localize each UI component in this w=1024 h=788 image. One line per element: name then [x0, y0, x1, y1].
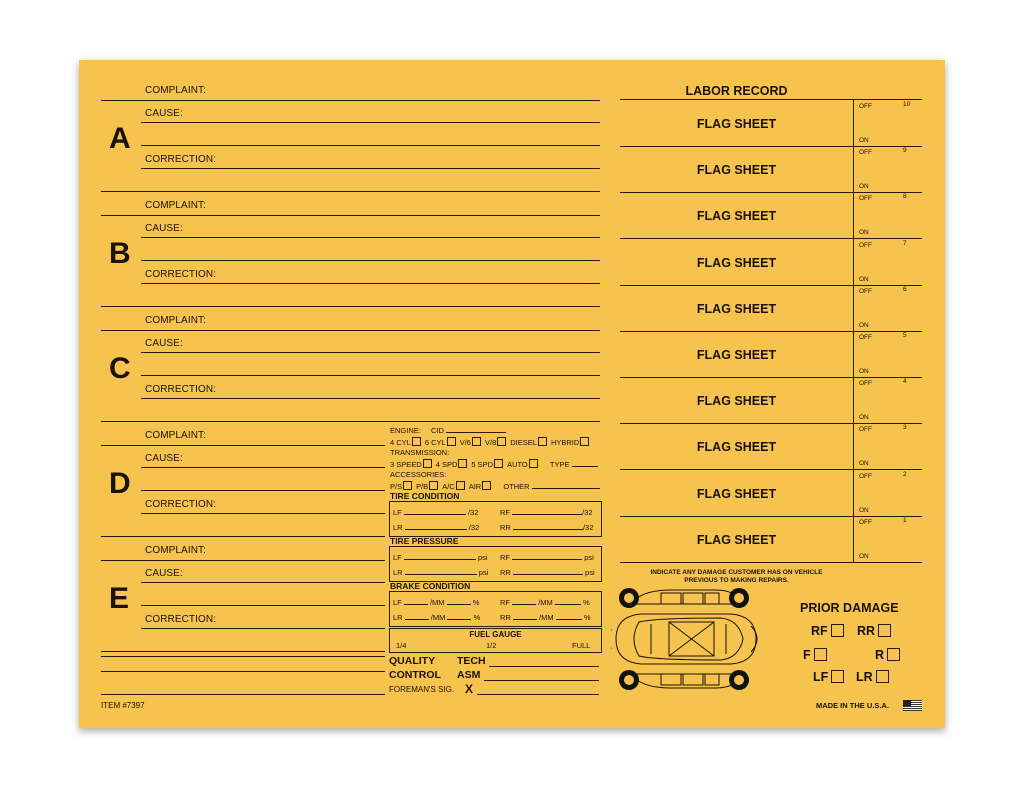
- accessories-label: ACCESSORIES:: [390, 470, 447, 479]
- section-c-line-1[interactable]: [101, 330, 600, 331]
- damage-instruction-2: PREVIOUS TO MAKING REPAIRS.: [684, 577, 789, 584]
- accessory-checkbox[interactable]: [482, 481, 491, 490]
- engine-checkbox[interactable]: [497, 437, 506, 446]
- accessory-checkbox[interactable]: [429, 481, 438, 490]
- flag-sheet-label: FLAG SHEET: [696, 209, 777, 224]
- flag-number: 10: [903, 101, 911, 108]
- section-e-line-3[interactable]: [141, 605, 385, 606]
- section-d-letter: D: [109, 467, 131, 500]
- foreman-signature-line[interactable]: [477, 694, 599, 695]
- on-label: ON: [859, 460, 869, 468]
- accessory-option-label: A/C: [442, 482, 455, 491]
- section-d-cause-label: CAUSE:: [145, 453, 183, 464]
- brake-rf[interactable]: RF /MM %: [500, 598, 590, 607]
- engine-option-label: 4 CYL: [390, 438, 411, 447]
- repair-order-envelope: [79, 60, 945, 728]
- flag-number: 3: [903, 424, 907, 432]
- off-label: OFF: [859, 287, 872, 295]
- section-d-line-1[interactable]: [101, 445, 385, 446]
- labor-record-title: LABOR RECORD: [685, 84, 788, 98]
- transmission-label: TRANSMISSION:: [390, 448, 450, 457]
- section-b-cause-label: CAUSE:: [145, 223, 183, 234]
- tire-pressure-lr[interactable]: LR psi: [393, 568, 489, 577]
- car-diagram-icon[interactable]: [611, 584, 761, 694]
- section-d-complaint-label: COMPLAINT:: [145, 430, 207, 441]
- tire-condition-box: [389, 501, 602, 537]
- flag-sheet-row[interactable]: [620, 285, 907, 331]
- accessory-options: [390, 481, 600, 491]
- engine-checkbox[interactable]: [538, 437, 547, 446]
- section-c-line-5[interactable]: [101, 421, 600, 422]
- engine-checkbox[interactable]: [447, 437, 456, 446]
- accessory-option-label: P/S: [390, 482, 403, 491]
- flag-sheet-row[interactable]: [620, 470, 907, 516]
- section-c-line-2[interactable]: [141, 352, 600, 353]
- brake-condition-box: [389, 591, 602, 627]
- tire-condition-lr[interactable]: LR /32: [393, 523, 480, 532]
- section-e-line-1[interactable]: [101, 560, 385, 561]
- flag-sheet-row[interactable]: [620, 331, 907, 377]
- tire-pressure-title: TIRE PRESSURE: [390, 536, 459, 546]
- engine-option-label: DIESEL: [510, 438, 537, 447]
- flag-sheet-row[interactable]: [620, 239, 907, 285]
- section-e-complaint-label: COMPLAINT:: [145, 545, 207, 556]
- section-e-line-4[interactable]: [141, 628, 385, 629]
- accessory-checkbox[interactable]: [403, 481, 412, 490]
- transmission-option-label: 3 SPEED: [390, 460, 422, 469]
- damage-f[interactable]: F: [803, 648, 827, 662]
- section-b-line-5[interactable]: [101, 306, 600, 307]
- accessory-option[interactable]: [390, 482, 412, 491]
- fuel-quarter: 1/4: [396, 641, 407, 650]
- transmission-checkbox[interactable]: [529, 459, 538, 468]
- fuel-gauge-box[interactable]: [389, 628, 602, 653]
- tire-condition-title: TIRE CONDITION: [390, 491, 460, 501]
- engine-option[interactable]: [425, 438, 456, 447]
- damage-instruction-1: INDICATE ANY DAMAGE CUSTOMER HAS ON VEHICLE: [650, 569, 823, 576]
- brake-lr[interactable]: LR /MM %: [393, 613, 481, 622]
- tech-label: TECH: [457, 655, 486, 667]
- engine-option[interactable]: [460, 438, 481, 447]
- on-label: ON: [859, 414, 869, 422]
- off-label: OFF: [859, 334, 872, 341]
- on-label: ON: [859, 137, 869, 144]
- section-b-line-4[interactable]: [141, 283, 600, 284]
- cid-field[interactable]: [446, 432, 506, 433]
- flag-number: 5: [903, 332, 907, 339]
- off-label: OFF: [859, 241, 872, 249]
- fuel-full: FULL: [572, 641, 591, 650]
- engine-label: ENGINE:: [390, 426, 421, 435]
- flag-sheet-label: FLAG SHEET: [696, 117, 777, 131]
- transmission-options: [390, 459, 598, 469]
- section-c-complaint-label: COMPLAINT:: [145, 315, 207, 326]
- section-a-cause-label: CAUSE:: [145, 108, 183, 119]
- engine-option[interactable]: [551, 438, 589, 447]
- engine-option[interactable]: [485, 438, 506, 447]
- section-b-complaint-label: COMPLAINT:: [145, 200, 207, 211]
- section-c-correction-label: CORRECTION:: [145, 384, 217, 395]
- other-label: OTHER: [503, 482, 530, 491]
- section-b-line-3[interactable]: [141, 260, 600, 261]
- engine-option-label: 6 CYL: [424, 438, 446, 447]
- accessory-option-label: P/B: [416, 482, 429, 491]
- tire-condition-lf[interactable]: LF /32: [393, 508, 479, 517]
- prior-damage-title: PRIOR DAMAGE: [800, 601, 899, 615]
- section-b-letter: B: [109, 237, 131, 270]
- flag-sheet-label: FLAG SHEET: [696, 163, 777, 178]
- asm-label: ASM: [457, 669, 481, 681]
- flag-number: 8: [903, 193, 907, 201]
- section-d-line-2[interactable]: [141, 467, 385, 468]
- transmission-option[interactable]: [436, 460, 468, 469]
- section-e-line-2[interactable]: [141, 582, 385, 583]
- section-b-line-2[interactable]: [141, 237, 600, 238]
- foreman-label: FOREMAN'S SIG.: [389, 685, 455, 694]
- section-a-correction-label: CORRECTION:: [145, 154, 217, 165]
- item-number: ITEM #7397: [101, 701, 145, 710]
- tire-condition-rf[interactable]: RF /32: [500, 508, 593, 517]
- on-label: ON: [859, 183, 869, 191]
- section-e-extra-line-1[interactable]: [101, 656, 385, 657]
- engine-checkbox[interactable]: [412, 437, 421, 446]
- flag-sheet-label: FLAG SHEET: [696, 301, 777, 316]
- section-a-complaint-label: COMPLAINT:: [145, 85, 207, 96]
- on-label: ON: [859, 552, 869, 560]
- flag-sheet-row[interactable]: [620, 377, 907, 423]
- section-c-cause-label: CAUSE:: [145, 338, 183, 349]
- brake-condition-title: BRAKE CONDITION: [390, 581, 471, 591]
- fuel-half: 1/2: [486, 641, 497, 650]
- other-field[interactable]: [532, 488, 600, 489]
- on-label: ON: [859, 275, 869, 283]
- flag-sheet-label: FLAG SHEET: [696, 255, 777, 270]
- off-label: OFF: [859, 518, 872, 526]
- section-a-letter: A: [109, 122, 131, 155]
- flag-sheet-label: FLAG SHEET: [696, 486, 777, 501]
- engine-checkbox[interactable]: [472, 437, 481, 446]
- engine-checkbox[interactable]: [580, 437, 589, 446]
- section-d-line-4[interactable]: [141, 513, 385, 514]
- section-d-line-3[interactable]: [141, 490, 385, 491]
- section-a-line-2[interactable]: [141, 122, 600, 123]
- off-label: OFF: [859, 195, 872, 203]
- tire-pressure-rr[interactable]: RR psi: [500, 568, 595, 577]
- transmission-option-label: AUTO: [507, 460, 528, 469]
- section-a-line-4[interactable]: [141, 168, 600, 169]
- engine-option[interactable]: [390, 438, 421, 447]
- fuel-gauge-title: FUEL GAUGE: [469, 630, 522, 639]
- accessory-option[interactable]: [416, 482, 438, 491]
- section-e-letter: E: [109, 582, 130, 615]
- engine-row: [390, 426, 506, 435]
- section-c-letter: C: [109, 352, 131, 385]
- section-a-line-3[interactable]: [141, 145, 600, 146]
- transmission-option[interactable]: [390, 460, 432, 469]
- accessory-option[interactable]: [442, 482, 465, 491]
- tire-pressure-lf[interactable]: LF psi: [393, 553, 488, 562]
- flag-number: 2: [903, 470, 907, 478]
- flag-sheet-row[interactable]: [620, 100, 911, 146]
- us-flag-icon: [903, 700, 922, 711]
- flag-number: 7: [903, 239, 907, 247]
- flag-sheet-row[interactable]: [620, 516, 907, 562]
- section-a-line-1[interactable]: [101, 100, 600, 101]
- tech-signature-line[interactable]: [489, 666, 599, 667]
- section-d-line-5[interactable]: [101, 536, 385, 537]
- damage-rr[interactable]: RR: [857, 624, 891, 638]
- section-e-cause-label: CAUSE:: [145, 568, 183, 579]
- transmission-option[interactable]: [507, 460, 538, 469]
- transmission-checkbox[interactable]: [494, 459, 503, 468]
- foreman-x-mark: X: [465, 682, 474, 696]
- asm-signature-line[interactable]: [484, 680, 599, 681]
- flag-sheet-row[interactable]: [620, 146, 907, 192]
- section-c-line-4[interactable]: [141, 398, 600, 399]
- control-label: CONTROL: [389, 669, 441, 681]
- damage-r[interactable]: R: [875, 648, 900, 662]
- on-label: ON: [859, 368, 869, 375]
- accessory-option[interactable]: [469, 482, 492, 491]
- transmission-checkbox[interactable]: [458, 459, 467, 468]
- flag-sheet-label: FLAG SHEET: [696, 440, 777, 455]
- flag-number: 4: [903, 378, 907, 386]
- accessory-checkbox[interactable]: [456, 481, 465, 490]
- transmission-option[interactable]: [471, 460, 503, 469]
- flag-sheet-row[interactable]: [620, 423, 907, 469]
- flag-number: 1: [903, 516, 907, 524]
- flag-number: 9: [903, 147, 907, 155]
- flag-sheet-divider: [620, 562, 922, 563]
- section-e-line-5[interactable]: [101, 651, 385, 652]
- section-e-extra-line-3[interactable]: [101, 694, 385, 695]
- engine-option-label: V/6: [459, 438, 471, 447]
- off-label: OFF: [859, 149, 872, 157]
- flag-sheet-label: FLAG SHEET: [696, 394, 777, 409]
- section-e-correction-label: CORRECTION:: [145, 614, 217, 625]
- transmission-option-label: 5 SPD: [471, 460, 494, 469]
- on-label: ON: [859, 506, 869, 514]
- section-b-line-1[interactable]: [101, 215, 600, 216]
- tire-pressure-box: [389, 546, 602, 582]
- engine-option-label: V/8: [484, 438, 497, 447]
- flag-sheet-label: FLAG SHEET: [696, 348, 777, 362]
- engine-option[interactable]: [510, 438, 547, 447]
- damage-rf[interactable]: RF: [811, 624, 844, 638]
- section-c-line-3[interactable]: [141, 375, 600, 376]
- quality-label: QUALITY: [389, 655, 436, 667]
- flag-number: 6: [903, 285, 907, 293]
- type-field[interactable]: [572, 466, 598, 467]
- transmission-checkbox[interactable]: [423, 459, 432, 468]
- damage-lr[interactable]: LR: [856, 670, 889, 684]
- tire-condition-rr[interactable]: RR /32: [500, 523, 594, 532]
- brake-lf[interactable]: LF /MM %: [393, 598, 480, 607]
- accessory-option-label: AIR: [468, 482, 482, 491]
- off-label: OFF: [859, 472, 872, 480]
- off-label: OFF: [859, 426, 872, 434]
- section-b-correction-label: CORRECTION:: [145, 269, 217, 280]
- off-label: OFF: [859, 380, 872, 388]
- tire-pressure-rf[interactable]: RF psi: [500, 553, 594, 562]
- damage-lf[interactable]: LF: [813, 670, 844, 684]
- section-e-extra-line-2[interactable]: [101, 671, 385, 672]
- engine-option-label: HYBRID: [550, 438, 580, 447]
- section-a-line-5[interactable]: [101, 191, 600, 192]
- brake-rr[interactable]: RR /MM %: [500, 613, 591, 622]
- off-label: OFF: [859, 103, 872, 110]
- flag-sheet-row[interactable]: [620, 192, 907, 238]
- cid-label: CID: [430, 426, 444, 435]
- section-d-correction-label: CORRECTION:: [145, 499, 217, 510]
- flag-sheet-label: FLAG SHEET: [696, 532, 777, 547]
- engine-options: [390, 437, 593, 447]
- transmission-option-label: 4 SPD: [435, 460, 458, 469]
- on-label: ON: [859, 321, 869, 329]
- on-label: ON: [859, 229, 869, 237]
- type-label: TYPE: [549, 460, 570, 469]
- made-in-usa: MADE IN THE U.S.A.: [816, 701, 889, 710]
